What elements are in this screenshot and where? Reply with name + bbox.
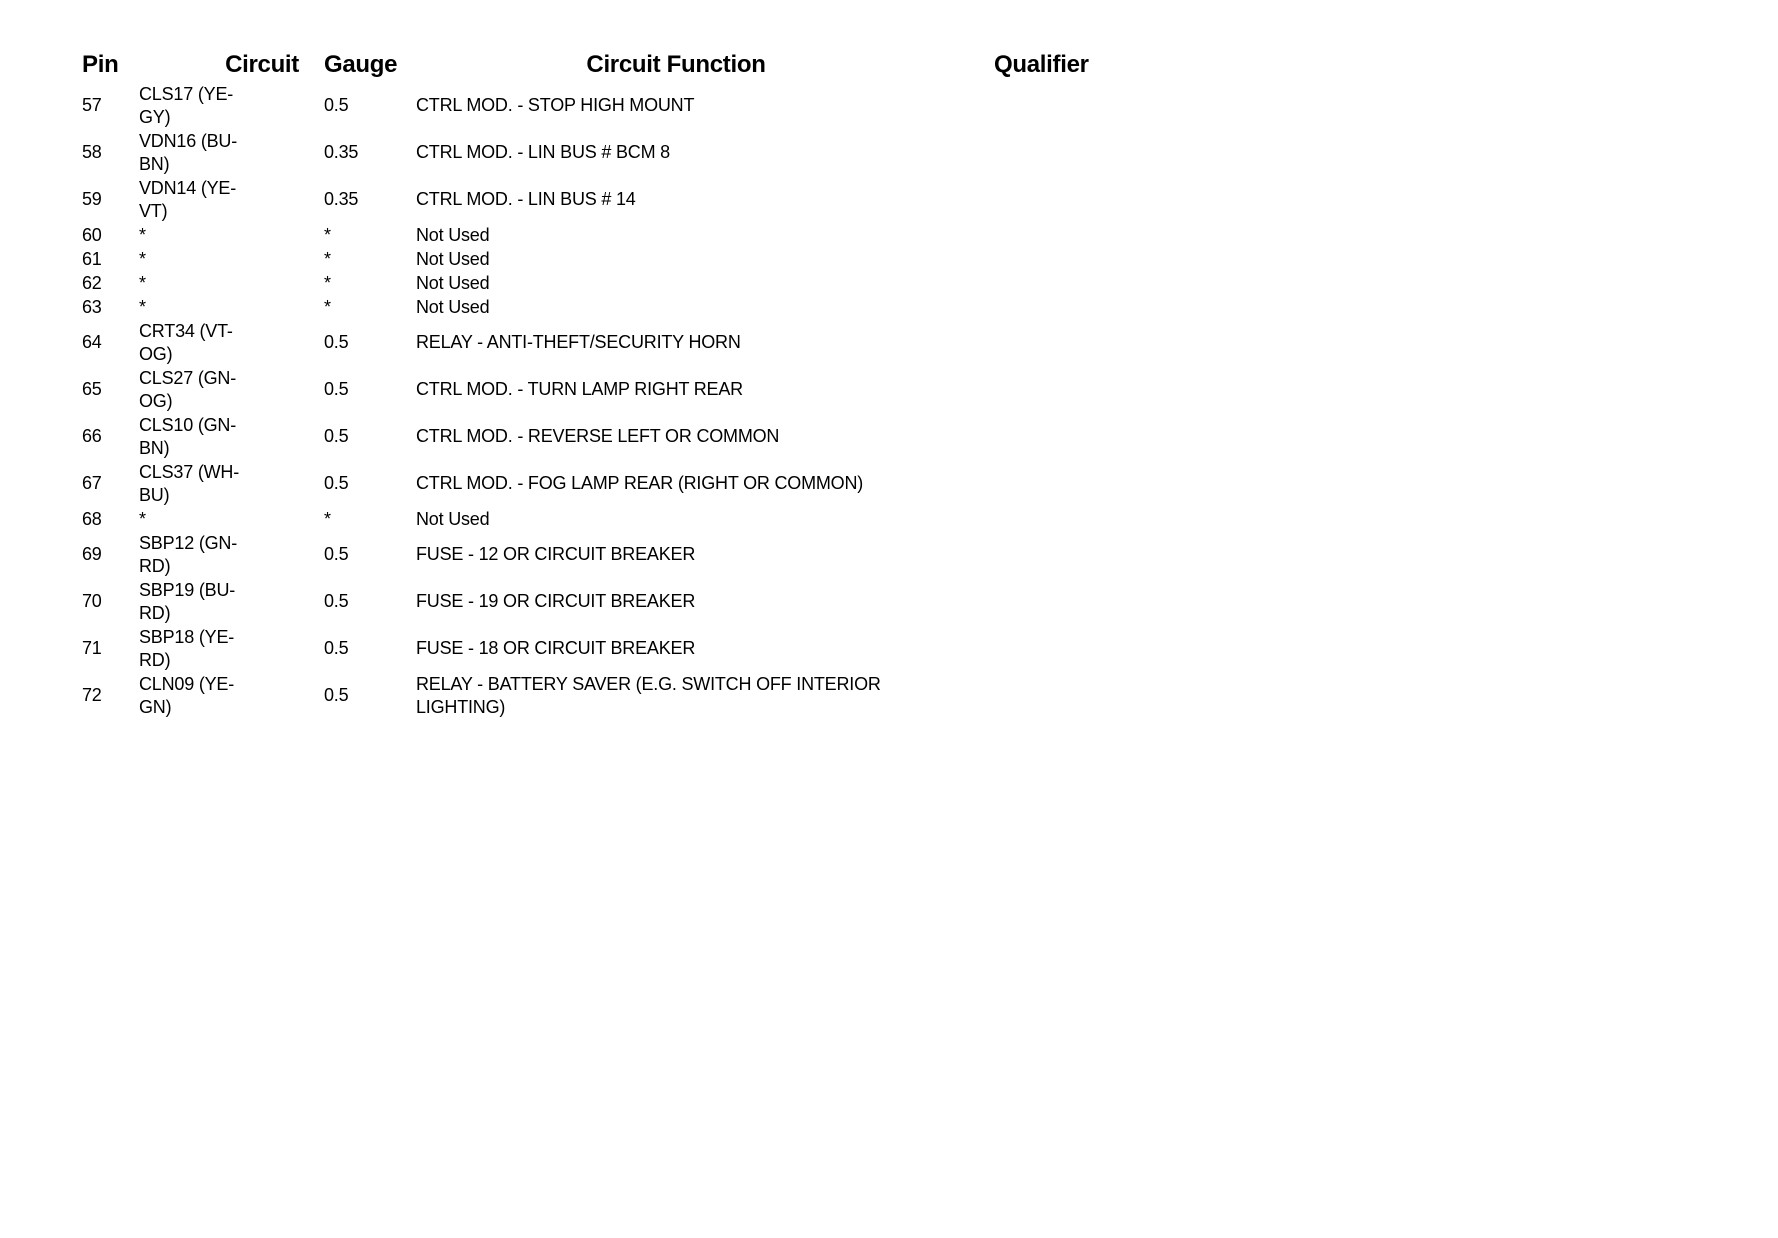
- table-row: [80, 531, 1154, 578]
- circuit-function-cell: CTRL MOD. - TURN LAMP RIGHT REAR: [416, 379, 743, 399]
- circuit-cell: [139, 82, 324, 129]
- circuit-function-cell: CTRL MOD. - REVERSE LEFT OR COMMON: [416, 426, 780, 446]
- qualifier-cell: [986, 625, 1154, 672]
- circuit-text: *: [139, 296, 146, 317]
- qualifier-cell: [986, 295, 1154, 319]
- pin-cell: 70: [82, 591, 102, 611]
- circuit-cell: [139, 460, 324, 507]
- pin-cell: 57: [82, 95, 102, 115]
- table-row: [80, 223, 1154, 247]
- circuit-cell: [139, 413, 324, 460]
- circuit-cell: [139, 578, 324, 625]
- circuit-function-cell: FUSE - 18 OR CIRCUIT BREAKER: [416, 638, 696, 658]
- circuit-text: CLS27 (GN-OG): [139, 367, 237, 411]
- gauge-cell: 0.5: [324, 638, 349, 658]
- circuit-text: CLS37 (WH-BU): [139, 461, 240, 505]
- circuit-function-cell: CTRL MOD. - STOP HIGH MOUNT: [416, 95, 695, 115]
- pin-cell: 66: [82, 426, 102, 446]
- gauge-cell: 0.5: [324, 685, 349, 705]
- gauge-cell: 0.5: [324, 544, 349, 564]
- gauge-cell: 0.5: [324, 332, 349, 352]
- circuit-cell: [139, 271, 324, 295]
- qualifier-cell: [986, 319, 1154, 366]
- connector-pinout-document: [80, 48, 1154, 719]
- pin-cell: 62: [82, 272, 102, 293]
- circuit-text: CLN09 (YE-GN): [139, 673, 235, 717]
- circuit-function-cell: CTRL MOD. - FOG LAMP REAR (RIGHT OR COMMON): [416, 473, 864, 493]
- gauge-cell: 0.35: [324, 189, 359, 209]
- gauge-cell: *: [324, 508, 331, 529]
- circuit-cell: [139, 531, 324, 578]
- circuit-cell: [139, 672, 324, 719]
- header-qualifier: Qualifier: [994, 51, 1089, 78]
- circuit-text: CRT34 (VT-OG): [139, 320, 233, 364]
- pin-cell: 59: [82, 189, 102, 209]
- circuit-function-cell: FUSE - 19 OR CIRCUIT BREAKER: [416, 591, 696, 611]
- pin-cell: 58: [82, 142, 102, 162]
- header-gauge: Gauge: [324, 51, 398, 78]
- circuit-cell: [139, 366, 324, 413]
- table-row: [80, 366, 1154, 413]
- pin-cell: 67: [82, 473, 102, 493]
- circuit-function-cell: Not Used: [416, 296, 490, 317]
- circuit-text: VDN16 (BU-BN): [139, 130, 238, 174]
- qualifier-cell: [986, 531, 1154, 578]
- qualifier-cell: [986, 366, 1154, 413]
- circuit-function-cell: Not Used: [416, 224, 490, 245]
- circuit-text: VDN14 (YE-VT): [139, 177, 237, 221]
- table-row: [80, 507, 1154, 531]
- gauge-cell: *: [324, 248, 331, 269]
- qualifier-cell: [986, 460, 1154, 507]
- circuit-function-cell: CTRL MOD. - LIN BUS # 14: [416, 189, 636, 209]
- circuit-cell: [139, 507, 324, 531]
- circuit-text: CLS17 (YE-GY): [139, 83, 234, 127]
- qualifier-cell: [986, 176, 1154, 223]
- qualifier-cell: [986, 672, 1154, 719]
- circuit-function-cell: Not Used: [416, 272, 490, 293]
- table-body: [80, 82, 1154, 719]
- gauge-cell: *: [324, 224, 331, 245]
- qualifier-cell: [986, 82, 1154, 129]
- table-row: [80, 129, 1154, 176]
- circuit-function-cell: RELAY - BATTERY SAVER (E.G. SWITCH OFF INTERIOR LIGHTING): [416, 673, 881, 717]
- qualifier-cell: [986, 223, 1154, 247]
- circuit-function-cell: CTRL MOD. - LIN BUS # BCM 8: [416, 142, 670, 162]
- circuit-cell: [139, 319, 324, 366]
- circuit-cell: [139, 176, 324, 223]
- gauge-cell: 0.35: [324, 142, 359, 162]
- pin-cell: 68: [82, 508, 102, 529]
- circuit-function-cell: RELAY - ANTI-THEFT/SECURITY HORN: [416, 332, 741, 352]
- table-row: [80, 672, 1154, 719]
- header-circuit-function: Circuit Function: [586, 51, 766, 78]
- header-circuit: Circuit: [225, 51, 299, 78]
- qualifier-cell: [986, 271, 1154, 295]
- pin-cell: 64: [82, 332, 102, 352]
- circuit-cell: [139, 295, 324, 319]
- pin-cell: 71: [82, 638, 102, 658]
- gauge-cell: 0.5: [324, 95, 349, 115]
- gauge-cell: 0.5: [324, 473, 349, 493]
- table-row: [80, 578, 1154, 625]
- table-row: [80, 625, 1154, 672]
- circuit-cell: [139, 129, 324, 176]
- table-row: [80, 460, 1154, 507]
- table-row: [80, 82, 1154, 129]
- qualifier-cell: [986, 129, 1154, 176]
- circuit-text: *: [139, 224, 146, 245]
- pin-cell: 69: [82, 544, 102, 564]
- table-row: [80, 413, 1154, 460]
- pin-cell: 72: [82, 685, 102, 705]
- circuit-function-cell: Not Used: [416, 508, 490, 529]
- circuit-function-cell: FUSE - 12 OR CIRCUIT BREAKER: [416, 544, 696, 564]
- circuit-text: SBP19 (BU-RD): [139, 579, 236, 623]
- circuit-text: *: [139, 248, 146, 269]
- table-header-row: [80, 48, 1154, 82]
- gauge-cell: 0.5: [324, 426, 349, 446]
- table-row: [80, 271, 1154, 295]
- qualifier-cell: [986, 578, 1154, 625]
- table-row: [80, 319, 1154, 366]
- pin-cell: 65: [82, 379, 102, 399]
- circuit-cell: [139, 247, 324, 271]
- circuit-cell: [139, 625, 324, 672]
- gauge-cell: *: [324, 272, 331, 293]
- header-pin: Pin: [82, 51, 119, 78]
- circuit-cell: [139, 223, 324, 247]
- circuit-text: SBP18 (YE-RD): [139, 626, 235, 670]
- table-row: [80, 176, 1154, 223]
- table-row: [80, 247, 1154, 271]
- table-row: [80, 295, 1154, 319]
- qualifier-cell: [986, 413, 1154, 460]
- pin-cell: 61: [82, 248, 102, 269]
- circuit-text: *: [139, 272, 146, 293]
- circuit-text: CLS10 (GN-BN): [139, 414, 237, 458]
- pin-cell: 60: [82, 224, 102, 245]
- qualifier-cell: [986, 247, 1154, 271]
- gauge-cell: *: [324, 296, 331, 317]
- gauge-cell: 0.5: [324, 379, 349, 399]
- pinout-table: [80, 48, 1154, 719]
- circuit-text: SBP12 (GN-RD): [139, 532, 238, 576]
- circuit-function-cell: Not Used: [416, 248, 490, 269]
- pin-cell: 63: [82, 296, 102, 317]
- qualifier-cell: [986, 507, 1154, 531]
- gauge-cell: 0.5: [324, 591, 349, 611]
- circuit-text: *: [139, 508, 146, 529]
